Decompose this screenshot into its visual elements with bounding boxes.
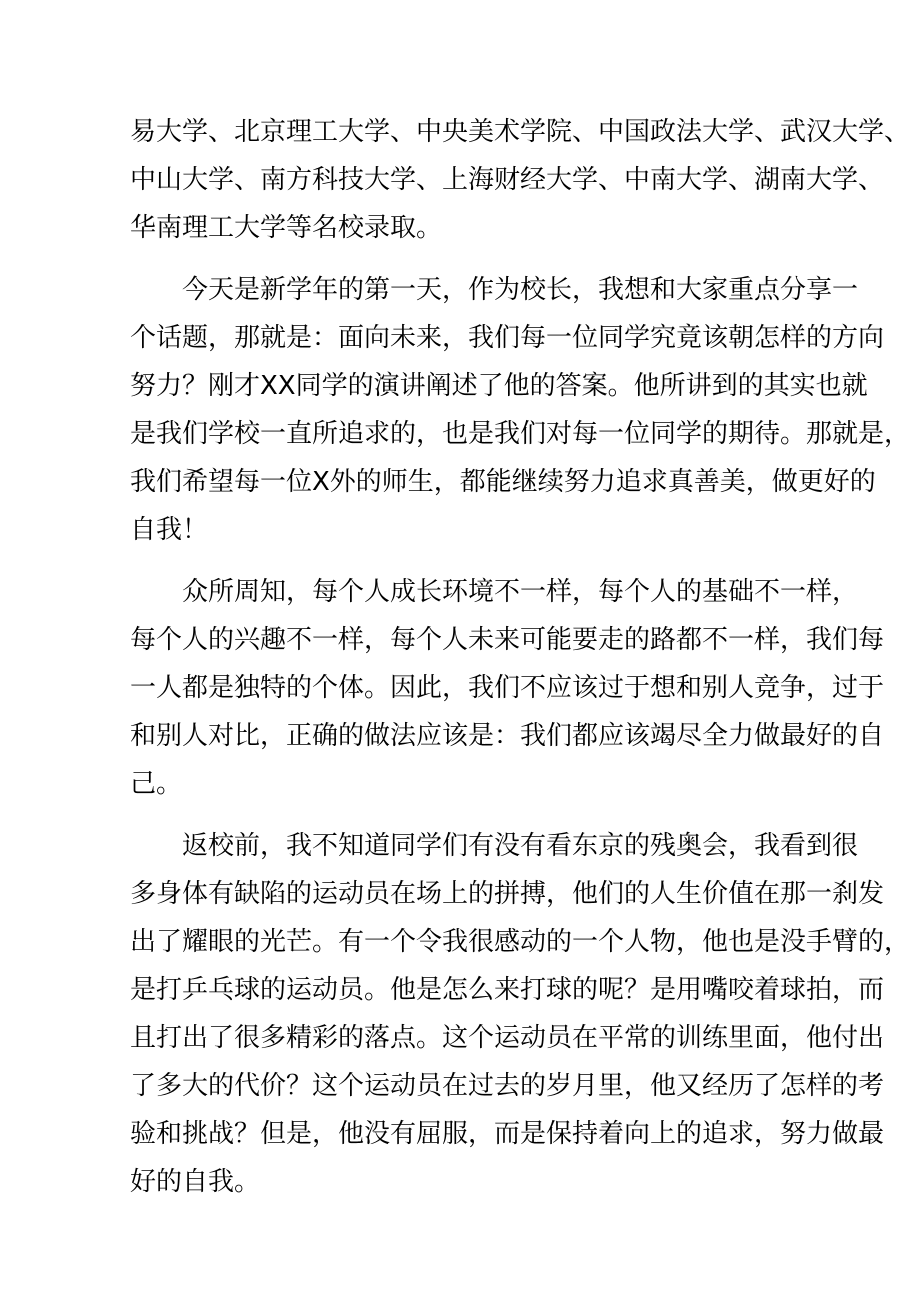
text-line: 自我！ xyxy=(130,515,209,545)
text-line: 且打出了很多精彩的落点。这个运动员在平常的训练里面，他付出 xyxy=(130,1023,885,1053)
text-line: 易大学、北京理工大学、中央美术学院、中国政法大学、武汉大学、 xyxy=(130,117,911,147)
text-line: 中山大学、南方科技大学、上海财经大学、中南大学、湖南大学、 xyxy=(130,165,885,195)
text-line: 今天是新学年的第一天，作为校长，我想和大家重点分享一 xyxy=(182,275,859,305)
text-line: 了多大的代价？这个运动员在过去的岁月里，他又经历了怎样的考 xyxy=(130,1071,885,1101)
text-line: 出了耀眼的光芒。有一个令我很感动的一个人物，他也是没手臂的， xyxy=(130,927,911,957)
text-line: 己。 xyxy=(130,769,183,799)
text-line: 个话题，那就是：面向未来，我们每一位同学究竟该朝怎样的方向 xyxy=(130,323,885,353)
text-line: 华南理工大学等名校录取。 xyxy=(130,213,443,243)
text-line: 每个人的兴趣不一样，每个人未来可能要走的路都不一样，我们每 xyxy=(130,625,885,655)
text-line: 多身体有缺陷的运动员在场上的拼搏，他们的人生价值在那一刹发 xyxy=(130,879,885,909)
text-line: 好的自我。 xyxy=(130,1167,261,1197)
text-line: 返校前，我不知道同学们有没有看东京的残奥会，我看到很 xyxy=(182,831,859,861)
text-line: 一人都是独特的个体。因此，我们不应该过于想和别人竞争，过于 xyxy=(130,673,885,703)
text-line: 我们希望每一位X外的师生，都能继续努力追求真善美，做更好的 xyxy=(130,467,876,497)
paragraph-4 xyxy=(130,822,911,1206)
text-line: 努力？刚才XX同学的演讲阐述了他的答案。他所讲到的其实也就 xyxy=(130,371,868,401)
document-body xyxy=(130,108,911,1220)
text-line: 是我们学校一直所追求的，也是我们对每一位同学的期待。那就是， xyxy=(130,419,911,449)
text-line: 和别人对比，正确的做法应该是：我们都应该竭尽全力做最好的自 xyxy=(130,721,885,751)
text-line: 验和挑战？但是，他没有屈服，而是保持着向上的追求，努力做最 xyxy=(130,1119,885,1149)
text-line: 是打乒乓球的运动员。他是怎么来打球的呢？是用嘴咬着球拍，而 xyxy=(130,975,885,1005)
text-line: 众所周知，每个人成长环境不一样，每个人的基础不一样， xyxy=(182,577,859,607)
paragraph-2 xyxy=(130,266,911,554)
paragraph-1 xyxy=(130,108,911,252)
paragraph-3 xyxy=(130,568,885,808)
